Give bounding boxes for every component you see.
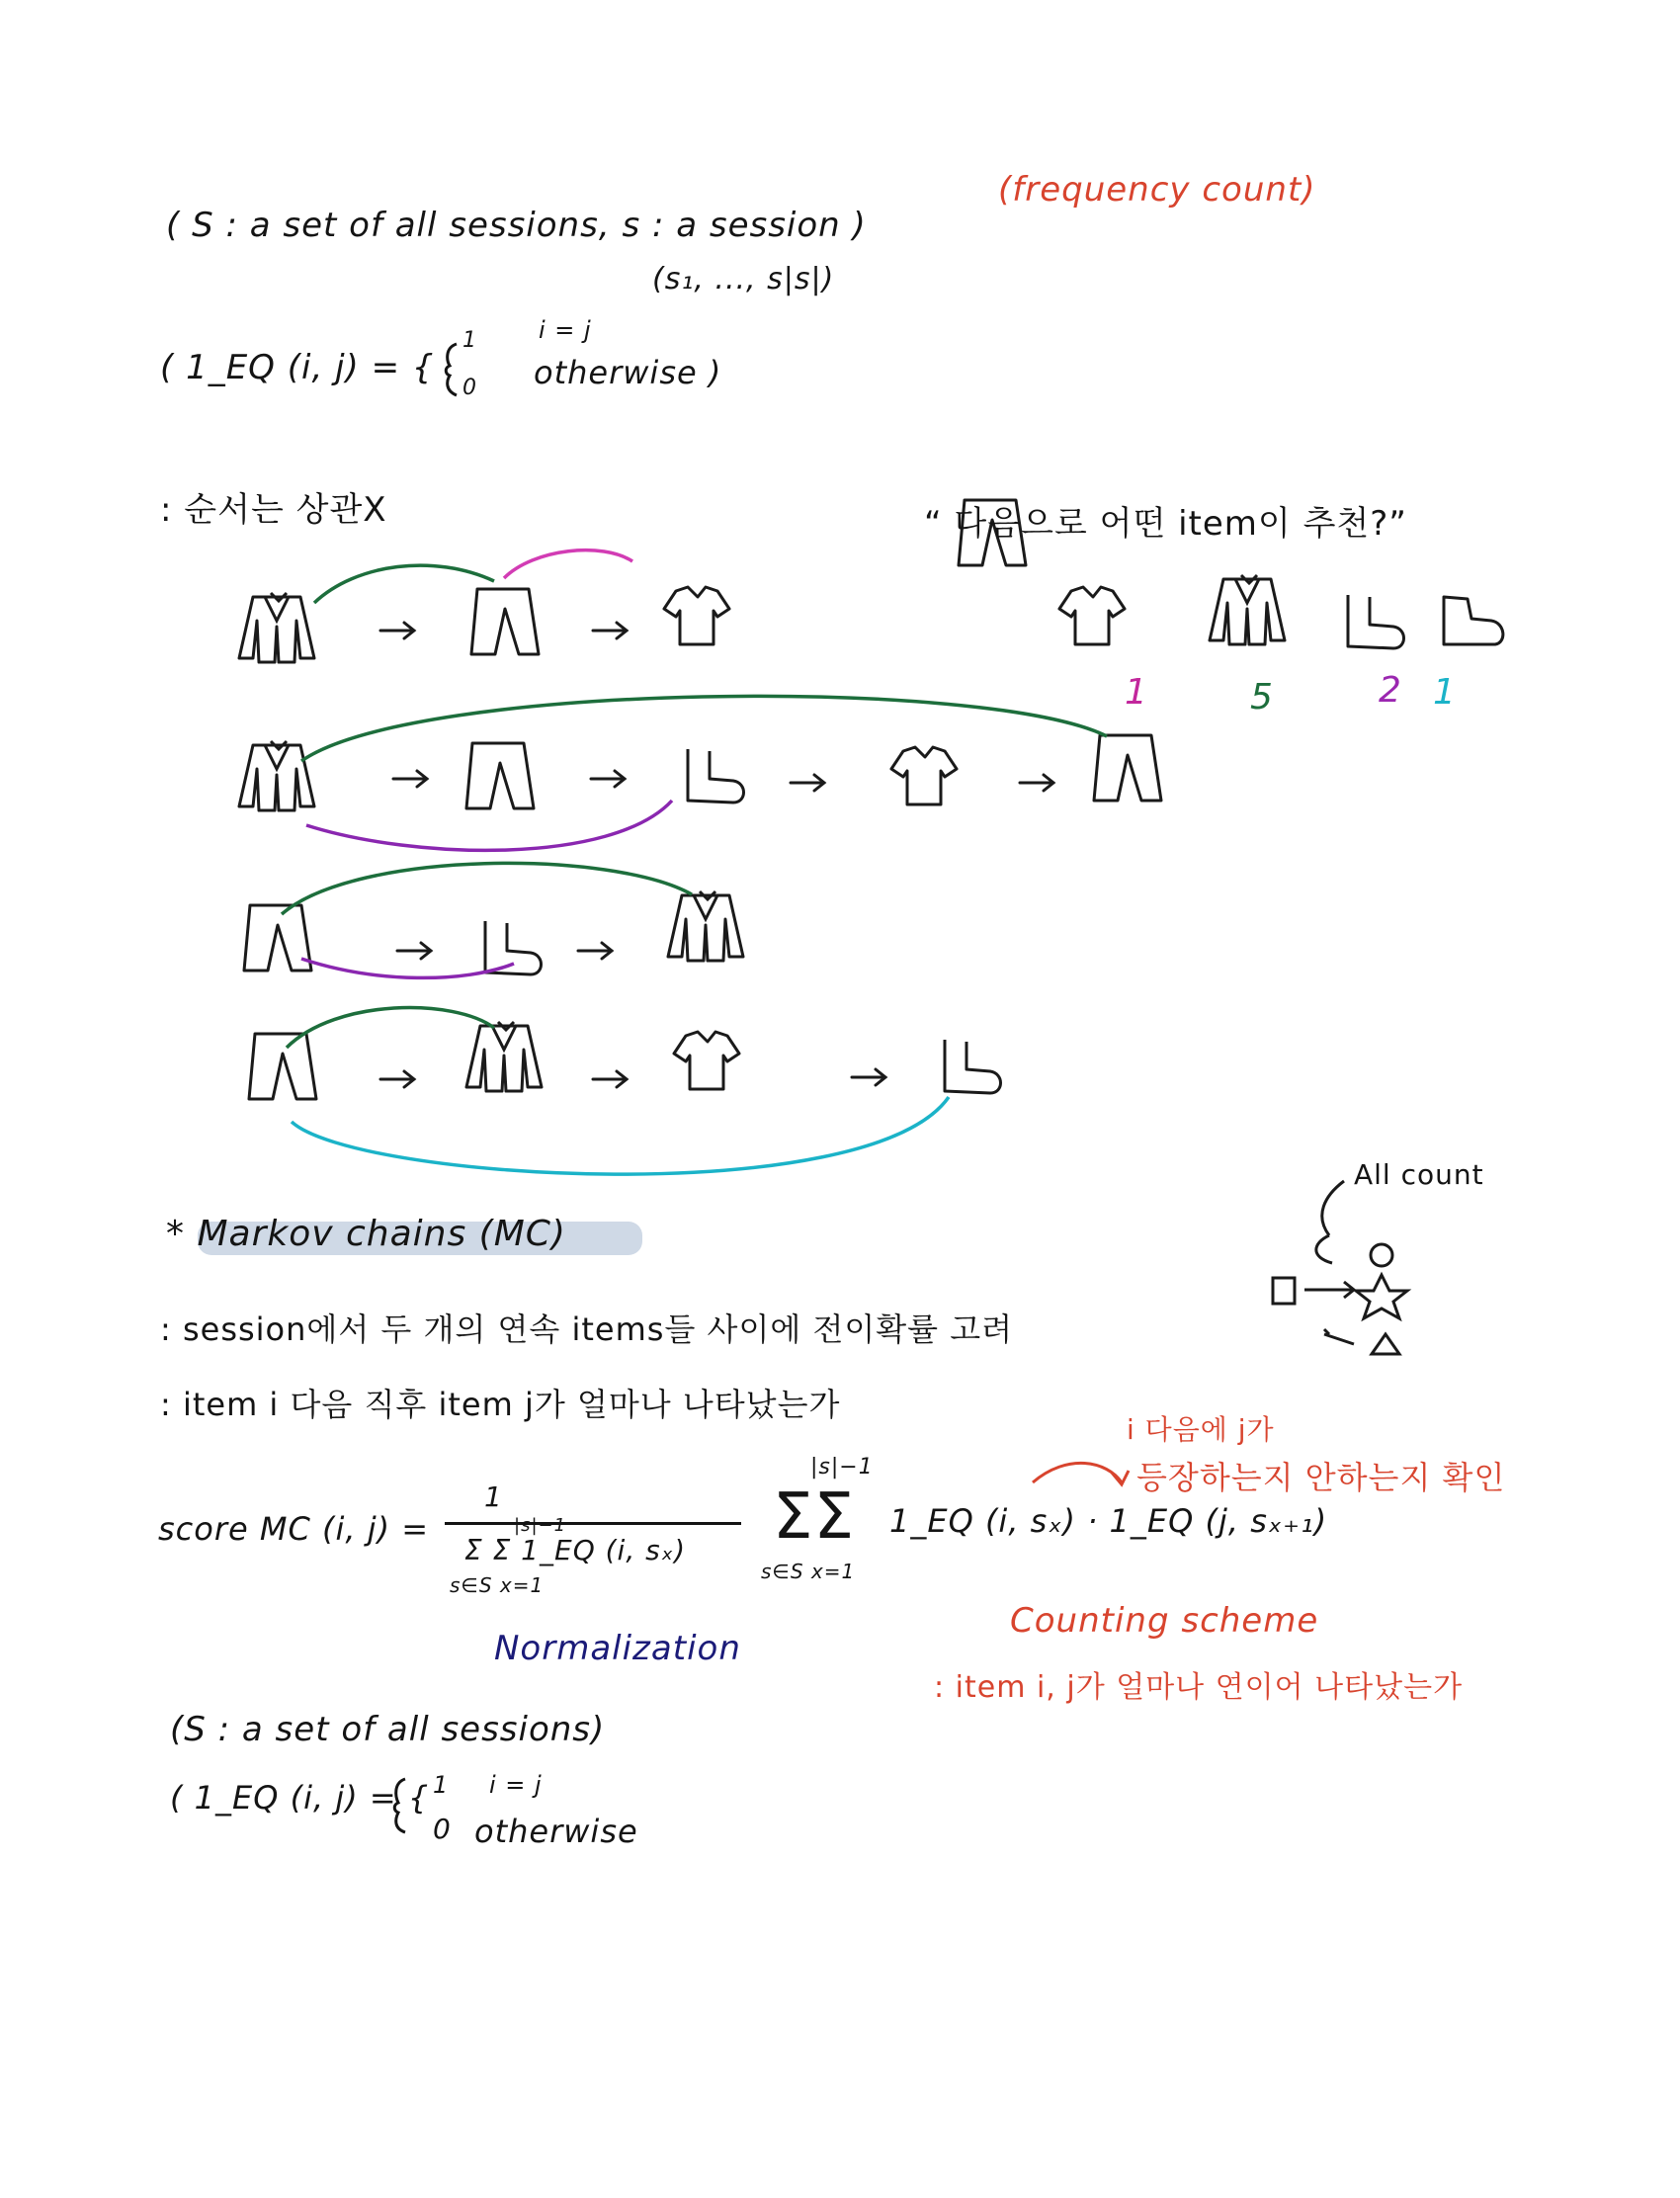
counting-note: : item i, j가 얼마나 연이어 나타났는가	[934, 1670, 1464, 1705]
arrow-icon	[593, 623, 627, 638]
tally-count: 5	[1250, 677, 1274, 718]
session-row-3	[244, 863, 743, 977]
jacket-icon	[239, 593, 314, 662]
shoe-icon	[1444, 597, 1503, 644]
recommendation-question: “ 다음으로 어떤 item이 추천?”	[924, 504, 1407, 544]
arrow-icon	[852, 1069, 885, 1085]
indicator-definition: ( 1_EQ (i, j) = {	[160, 348, 435, 387]
jacket-icon	[668, 891, 743, 961]
normalization-label: Normalization	[494, 1629, 741, 1668]
arrow-icon	[380, 623, 414, 638]
arrow-icon	[1020, 775, 1053, 791]
formula-note-red: 등장하는지 안하는지 확인	[1136, 1459, 1506, 1496]
sum-subscript: s∈S x=1	[761, 1560, 856, 1583]
formula-rhs: 1_EQ (i, sₓ) · 1_EQ (j, sₓ₊₁)	[889, 1502, 1328, 1540]
fraction-bar	[445, 1522, 741, 1525]
indicator-definition-2: ( 1_EQ (i, j) = {	[170, 1779, 430, 1817]
session-elements: (s₁, ..., s|s|)	[652, 262, 835, 296]
pants-icon	[471, 589, 539, 654]
all-count-label: All count	[1354, 1158, 1484, 1191]
tshirt-icon	[664, 587, 729, 644]
boot-icon	[1348, 595, 1404, 648]
session-row-2	[239, 696, 1161, 850]
curve-icon	[1316, 1181, 1344, 1263]
tally-count: 2	[1379, 670, 1402, 711]
brace-icon	[446, 344, 457, 395]
indicator-otherwise-2: otherwise	[474, 1813, 638, 1850]
arrow-icon	[393, 771, 427, 787]
indicator-condition: i = j	[539, 316, 592, 344]
indicator-zero: 0	[462, 376, 477, 400]
arrow-icon	[380, 1071, 414, 1087]
arrow-icon	[1033, 1463, 1129, 1484]
pants-icon	[244, 905, 311, 971]
markov-description-2: : item i 다음 직후 item j가 얼마나 나타났는가	[160, 1386, 841, 1423]
indicator-zero-2: 0	[433, 1813, 452, 1845]
session-set-definition-2: (S : a set of all sessions)	[170, 1710, 606, 1749]
fanout-diagram	[1273, 1181, 1407, 1354]
fraction-numerator: 1	[484, 1480, 503, 1513]
tally-count: 1	[1433, 672, 1457, 713]
arrow-icon	[1324, 1329, 1354, 1344]
transition-arc	[301, 696, 1107, 761]
triangle-icon	[1372, 1334, 1399, 1354]
counting-scheme-label: Counting scheme	[1010, 1601, 1319, 1641]
session-row-1	[239, 550, 729, 662]
fraction-denominator: Σ Σ 1_EQ (i, sₓ)	[464, 1534, 687, 1566]
pants-icon	[466, 743, 534, 808]
jacket-icon	[239, 741, 314, 810]
star-icon	[1356, 1275, 1407, 1318]
markov-description-1: : session에서 두 개의 연속 items들 사이에 전이확률 고려	[160, 1310, 1014, 1348]
markov-title: * Markov chains (MC)	[166, 1214, 566, 1254]
formula-note-red: i 다음에 j가	[1127, 1413, 1275, 1446]
transition-arc	[301, 959, 514, 977]
indicator-one-2: 1	[433, 1771, 450, 1799]
arrow-icon	[791, 775, 824, 791]
double-sum: ΣΣ	[773, 1480, 855, 1554]
pants-icon	[249, 1034, 316, 1099]
jacket-icon	[1210, 575, 1285, 644]
frequency-count-label: (frequency count)	[998, 170, 1316, 210]
sum-superscript: |s|−1	[810, 1455, 874, 1479]
indicator-condition-2: i = j	[489, 1771, 543, 1799]
square-icon	[1273, 1278, 1295, 1304]
circle-icon	[1371, 1244, 1392, 1266]
boot-icon	[485, 921, 542, 974]
tshirt-icon	[1059, 587, 1125, 644]
jacket-icon	[466, 1022, 542, 1091]
tshirt-icon	[891, 747, 957, 804]
order-irrelevant-note: : 순서는 상관X	[160, 490, 387, 530]
arrow-icon	[1304, 1282, 1354, 1298]
transition-arc	[314, 565, 494, 603]
session-row-4	[249, 1008, 1001, 1175]
arrow-icon	[591, 771, 625, 787]
transition-arc	[504, 550, 632, 578]
session-set-definition: ( S : a set of all sessions, s : a session )	[166, 206, 867, 245]
transition-arc	[287, 1008, 494, 1048]
denominator-superscript: |s|−1	[514, 1515, 567, 1536]
pants-icon	[1094, 735, 1161, 801]
arrow-icon	[578, 943, 612, 959]
arrow-icon	[593, 1071, 627, 1087]
denominator-subscript: s∈S x=1	[450, 1573, 545, 1597]
score-formula-lhs: score MC (i, j) =	[158, 1510, 430, 1548]
transition-arc	[292, 1097, 949, 1174]
indicator-one: 1	[462, 328, 477, 353]
tshirt-icon	[674, 1032, 739, 1089]
arrow-icon	[397, 943, 431, 959]
candidate-items	[1059, 575, 1503, 648]
boot-icon	[945, 1040, 1001, 1093]
tally-count: 1	[1125, 672, 1148, 713]
transition-arc	[282, 863, 692, 914]
indicator-otherwise: otherwise )	[534, 354, 722, 391]
boot-icon	[688, 749, 744, 803]
